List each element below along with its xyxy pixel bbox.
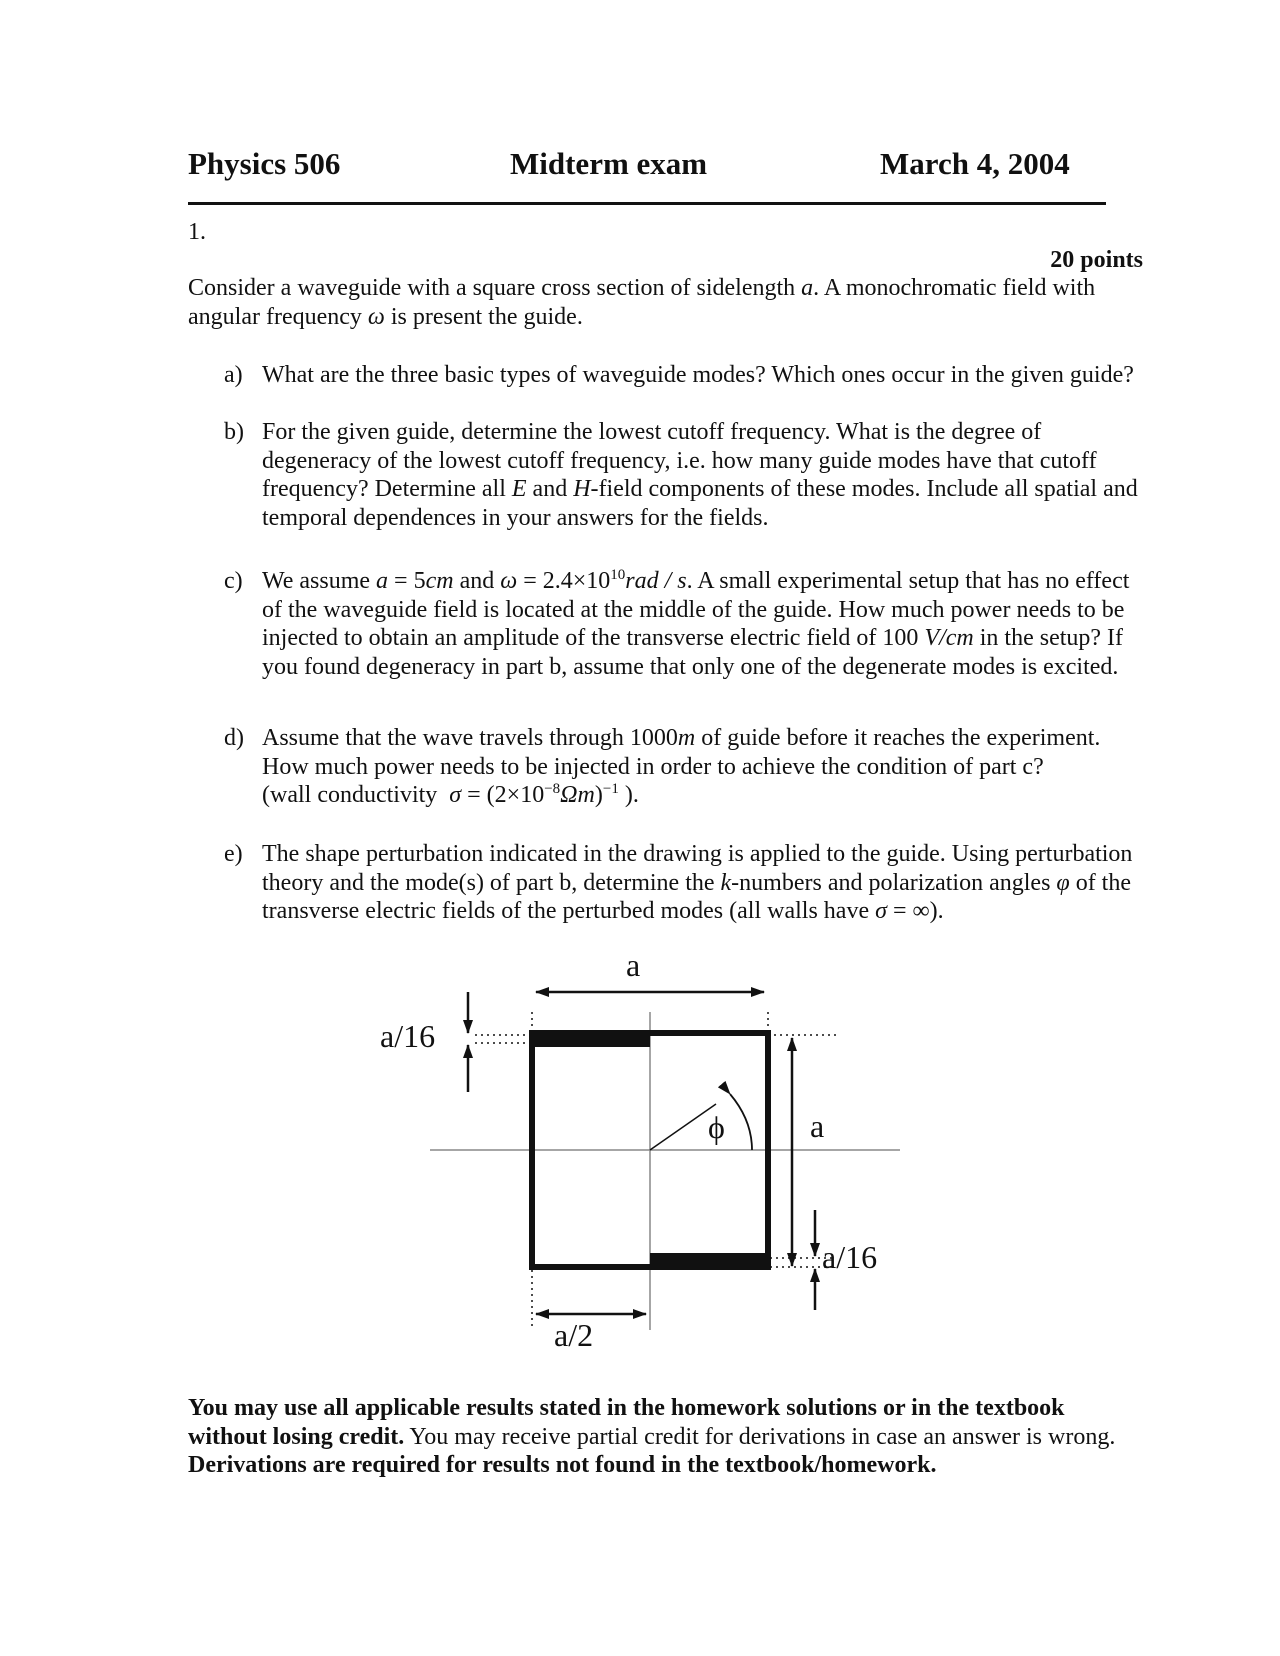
part-b-text-3: -field components of these modes. Include all spatial and temporal dependences in your answers for the fields. [262, 476, 1138, 531]
problem-points: 20 points [1050, 247, 1143, 273]
part-e-var-k: k [720, 869, 732, 896]
part-e-text-2: -numbers and polarization angles [731, 869, 1051, 896]
part-c-text-4: in the setup? If you found degeneracy in part b, assume that only one of the degenerate modes is excited. [262, 625, 1124, 680]
part-b-var-h: H [573, 476, 591, 502]
part-c-equation-a [376, 568, 454, 594]
intro-var-a: a [801, 275, 814, 301]
part-d-eq-1: = (2×10 [461, 782, 545, 808]
part-e-text [262, 840, 1147, 926]
problem-number: 1. [188, 219, 206, 245]
waveguide-figure [380, 950, 940, 1370]
part-c-text-1: We assume [262, 568, 371, 594]
part-c-unit-cm: cm [425, 568, 454, 594]
label-a16-left: a/16 [380, 1018, 436, 1054]
label-a16-right: a/16 [822, 1239, 878, 1275]
part-d-text-1: Assume that the wave travels through 1000 [262, 725, 678, 751]
part-e-var-phi: φ [1056, 869, 1070, 896]
exam-date: March 4, 2004 [880, 146, 1070, 181]
part-d-var-sigma: σ [449, 782, 462, 808]
part-b-label: b) [224, 419, 244, 445]
part-a-text: What are the three basic types of waveguide modes? Which ones occur in the given guide? [262, 362, 1134, 388]
angle-ray [650, 1104, 716, 1150]
part-c-text [262, 567, 1147, 681]
part-b-text [262, 418, 1147, 532]
part-c-var-omega: ω [500, 568, 518, 594]
part-c-unit-vcm: V/cm [924, 625, 974, 651]
footer-bold-1: You may use all applicable results stated in the homework solutions or in the textbook without losing credit. [188, 1395, 1065, 1450]
angle-arc [730, 1094, 752, 1150]
part-e-var-sigma: σ [875, 898, 887, 924]
intro-var-omega: ω [367, 303, 385, 330]
label-phi: ϕ [708, 1109, 725, 1145]
part-c-label: c) [224, 568, 243, 594]
part-c-unit-rad: rad / s [625, 568, 687, 594]
part-d-label: d) [224, 725, 244, 751]
intro-text-3: is present the guide. [390, 303, 583, 330]
part-d-text-4: ). [618, 782, 639, 808]
part-d-text-2: of guide before it reaches the experiment. How much power needs to be injected in order to achieve the condition of part c? [262, 725, 1101, 780]
part-d-text [262, 724, 1147, 810]
problem-intro [188, 274, 1148, 331]
part-c-eq-value-a: = 5 [388, 568, 426, 594]
label-top-a: a [626, 950, 641, 983]
footer-normal: You may receive partial credit for derivations in case an answer is wrong. [404, 1423, 1116, 1450]
instructions-footer [188, 1394, 1148, 1480]
intro-text-1: Consider a waveguide with a square cross section of sidelength [188, 275, 796, 301]
part-d-exponent-2: −1 [602, 781, 619, 797]
header-rule [188, 202, 1106, 205]
part-b-text-2: and [532, 476, 568, 502]
part-c-exponent: 10 [610, 567, 626, 583]
part-c-text-2: and [459, 568, 495, 594]
part-e-text-1: The shape perturbation indicated in the drawing is applied to the guide. Using perturbation theory and the mode(s) of part b, determine the [262, 841, 1133, 896]
part-d-unit-m: m [677, 725, 696, 751]
part-c-var-a: a [376, 568, 389, 594]
part-e-label: e) [224, 841, 243, 867]
part-c-text-3: . A small experimental setup that has no effect of the waveguide field is located at the middle of the guide. How much power needs to be injected to obtain an amplitude of the transverse electric field of 100 [262, 568, 1130, 651]
exam-title: Midterm exam [510, 146, 708, 181]
part-c-equation-omega [500, 568, 686, 594]
part-e-text-3: of the transverse electric fields of the perturbed modes (all walls have [262, 869, 1131, 924]
part-d-eq-2: ) [594, 782, 603, 808]
part-b-var-e: E [511, 476, 527, 502]
part-d-text-3: (wall conductivity [262, 782, 438, 808]
footer-bold-2: Derivations are required for results not found in the textbook/homework. [188, 1452, 937, 1478]
label-a2: a/2 [554, 1317, 594, 1353]
part-b-text-1: For the given guide, determine the lowest cutoff frequency. What is the degree of degeneracy of the lowest cutoff frequency, i.e. how many guide modes have that cutoff frequency? Determine all [262, 419, 1097, 502]
part-d-exponent-1: −8 [544, 781, 561, 797]
part-d-unit-ohm-m: Ωm [560, 782, 595, 808]
label-right-a: a [810, 1108, 825, 1144]
waveguide-diagram [380, 950, 940, 1370]
intro-text-2: . A monochromatic field with angular frequency [188, 275, 1096, 330]
part-e-text-4: = ∞). [886, 898, 944, 924]
part-a-label: a) [224, 362, 243, 388]
course-title: Physics 506 [188, 146, 341, 181]
part-c-eq-value-omega: = 2.4×10 [517, 568, 611, 594]
